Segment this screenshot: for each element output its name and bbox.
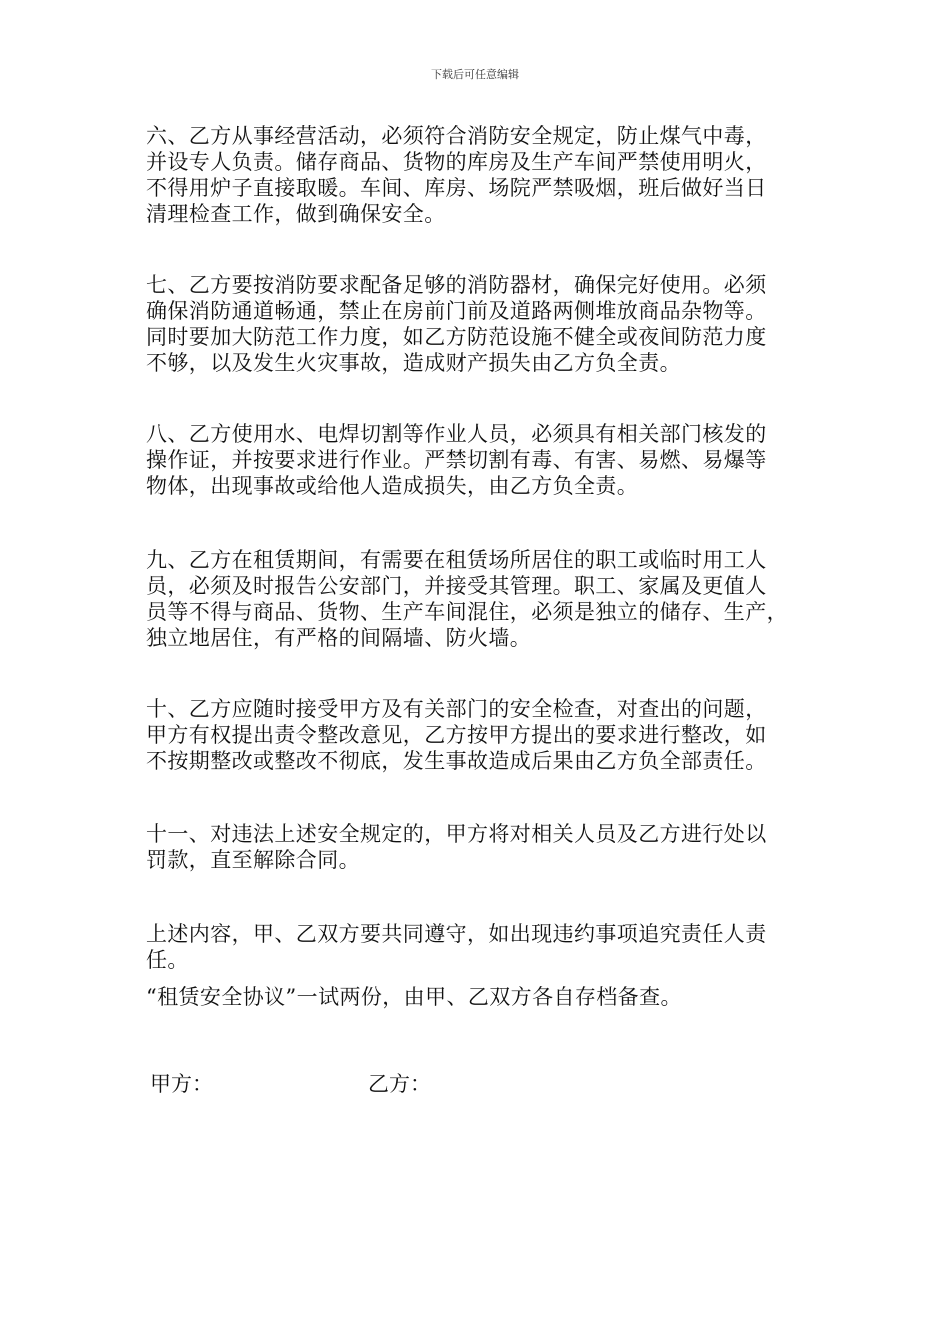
clause-11	[146, 821, 806, 873]
clause-6	[146, 123, 806, 227]
clause-7	[146, 272, 806, 376]
clause-10	[146, 696, 806, 774]
clause-10-line-1: 十、乙方应随时接受甲方及有关部门的安全检查，对查出的问题，	[146, 697, 767, 721]
clause-7-line-2: 确保消防通道畅通，禁止在房前门前及道路两侧堆放商品杂物等。	[146, 299, 767, 323]
party-a-signature-label: 甲方：	[150, 1072, 213, 1096]
clause-9-line-3: 员等不得与商品、货物、生产车间混住，必须是独立的储存、生产，	[146, 600, 788, 624]
clause-9-line-4: 独立地居住，有严格的间隔墙、防火墙。	[146, 626, 532, 650]
clause-7-line-4: 不够，以及发生火灾事故，造成财产损失由乙方负全责。	[146, 351, 681, 375]
clause-9-line-1: 九、乙方在租赁期间，有需要在租赁场所居住的职工或临时用工人	[146, 548, 767, 572]
clause-7-line-3: 同时要加大防范工作力度，如乙方防范设施不健全或夜间防范力度	[146, 325, 767, 349]
clause-8-line-3: 物体，出现事故或给他人造成损失，由乙方负全责。	[146, 474, 639, 498]
clause-8-line-2: 操作证，并按要求进行作业。严禁切割有毒、有害、易燃、易爆等	[146, 448, 767, 472]
clause-8-line-1: 八、乙方使用水、电焊切割等作业人员，必须具有相关部门核发的	[146, 422, 767, 446]
clause-11-line-1: 十一、对违法上述安全规定的，甲方将对相关人员及乙方进行处以	[146, 822, 767, 846]
closing-line-3: “租赁安全协议”一试两份，由甲、乙双方各自存档备查。	[146, 985, 682, 1009]
clause-6-line-3: 不得用炉子直接取暖。车间、库房、场院严禁吸烟，班后做好当日	[146, 176, 767, 200]
clause-7-line-1: 七、乙方要按消防要求配备足够的消防器材，确保完好使用。必须	[146, 273, 767, 297]
closing-line-2: 任。	[146, 948, 189, 972]
clause-10-line-3: 不按期整改或整改不彻底，发生事故造成后果由乙方负全部责任。	[146, 749, 767, 773]
clause-11-line-2: 罚款，直至解除合同。	[146, 848, 360, 872]
clause-9	[146, 547, 806, 651]
party-b-signature-label: 乙方：	[368, 1072, 431, 1096]
header-note: 下载后可任意编辑	[431, 68, 519, 81]
closing-statement	[146, 921, 806, 1010]
clause-6-line-2: 并设专人负责。储存商品、货物的库房及生产车间严禁使用明火，	[146, 150, 767, 174]
closing-line-1: 上述内容，甲、乙双方要共同遵守，如出现违约事项追究责任人责	[146, 922, 767, 946]
clause-6-line-4: 清理检查工作，做到确保安全。	[146, 202, 446, 226]
clause-10-line-2: 甲方有权提出责令整改意见，乙方按甲方提出的要求进行整改，如	[146, 723, 767, 747]
clause-6-line-1: 六、乙方从事经营活动，必须符合消防安全规定，防止煤气中毒，	[146, 124, 767, 148]
clause-8	[146, 421, 806, 499]
clause-9-line-2: 员，必须及时报告公安部门，并接受其管理。职工、家属及更值人	[146, 574, 767, 598]
